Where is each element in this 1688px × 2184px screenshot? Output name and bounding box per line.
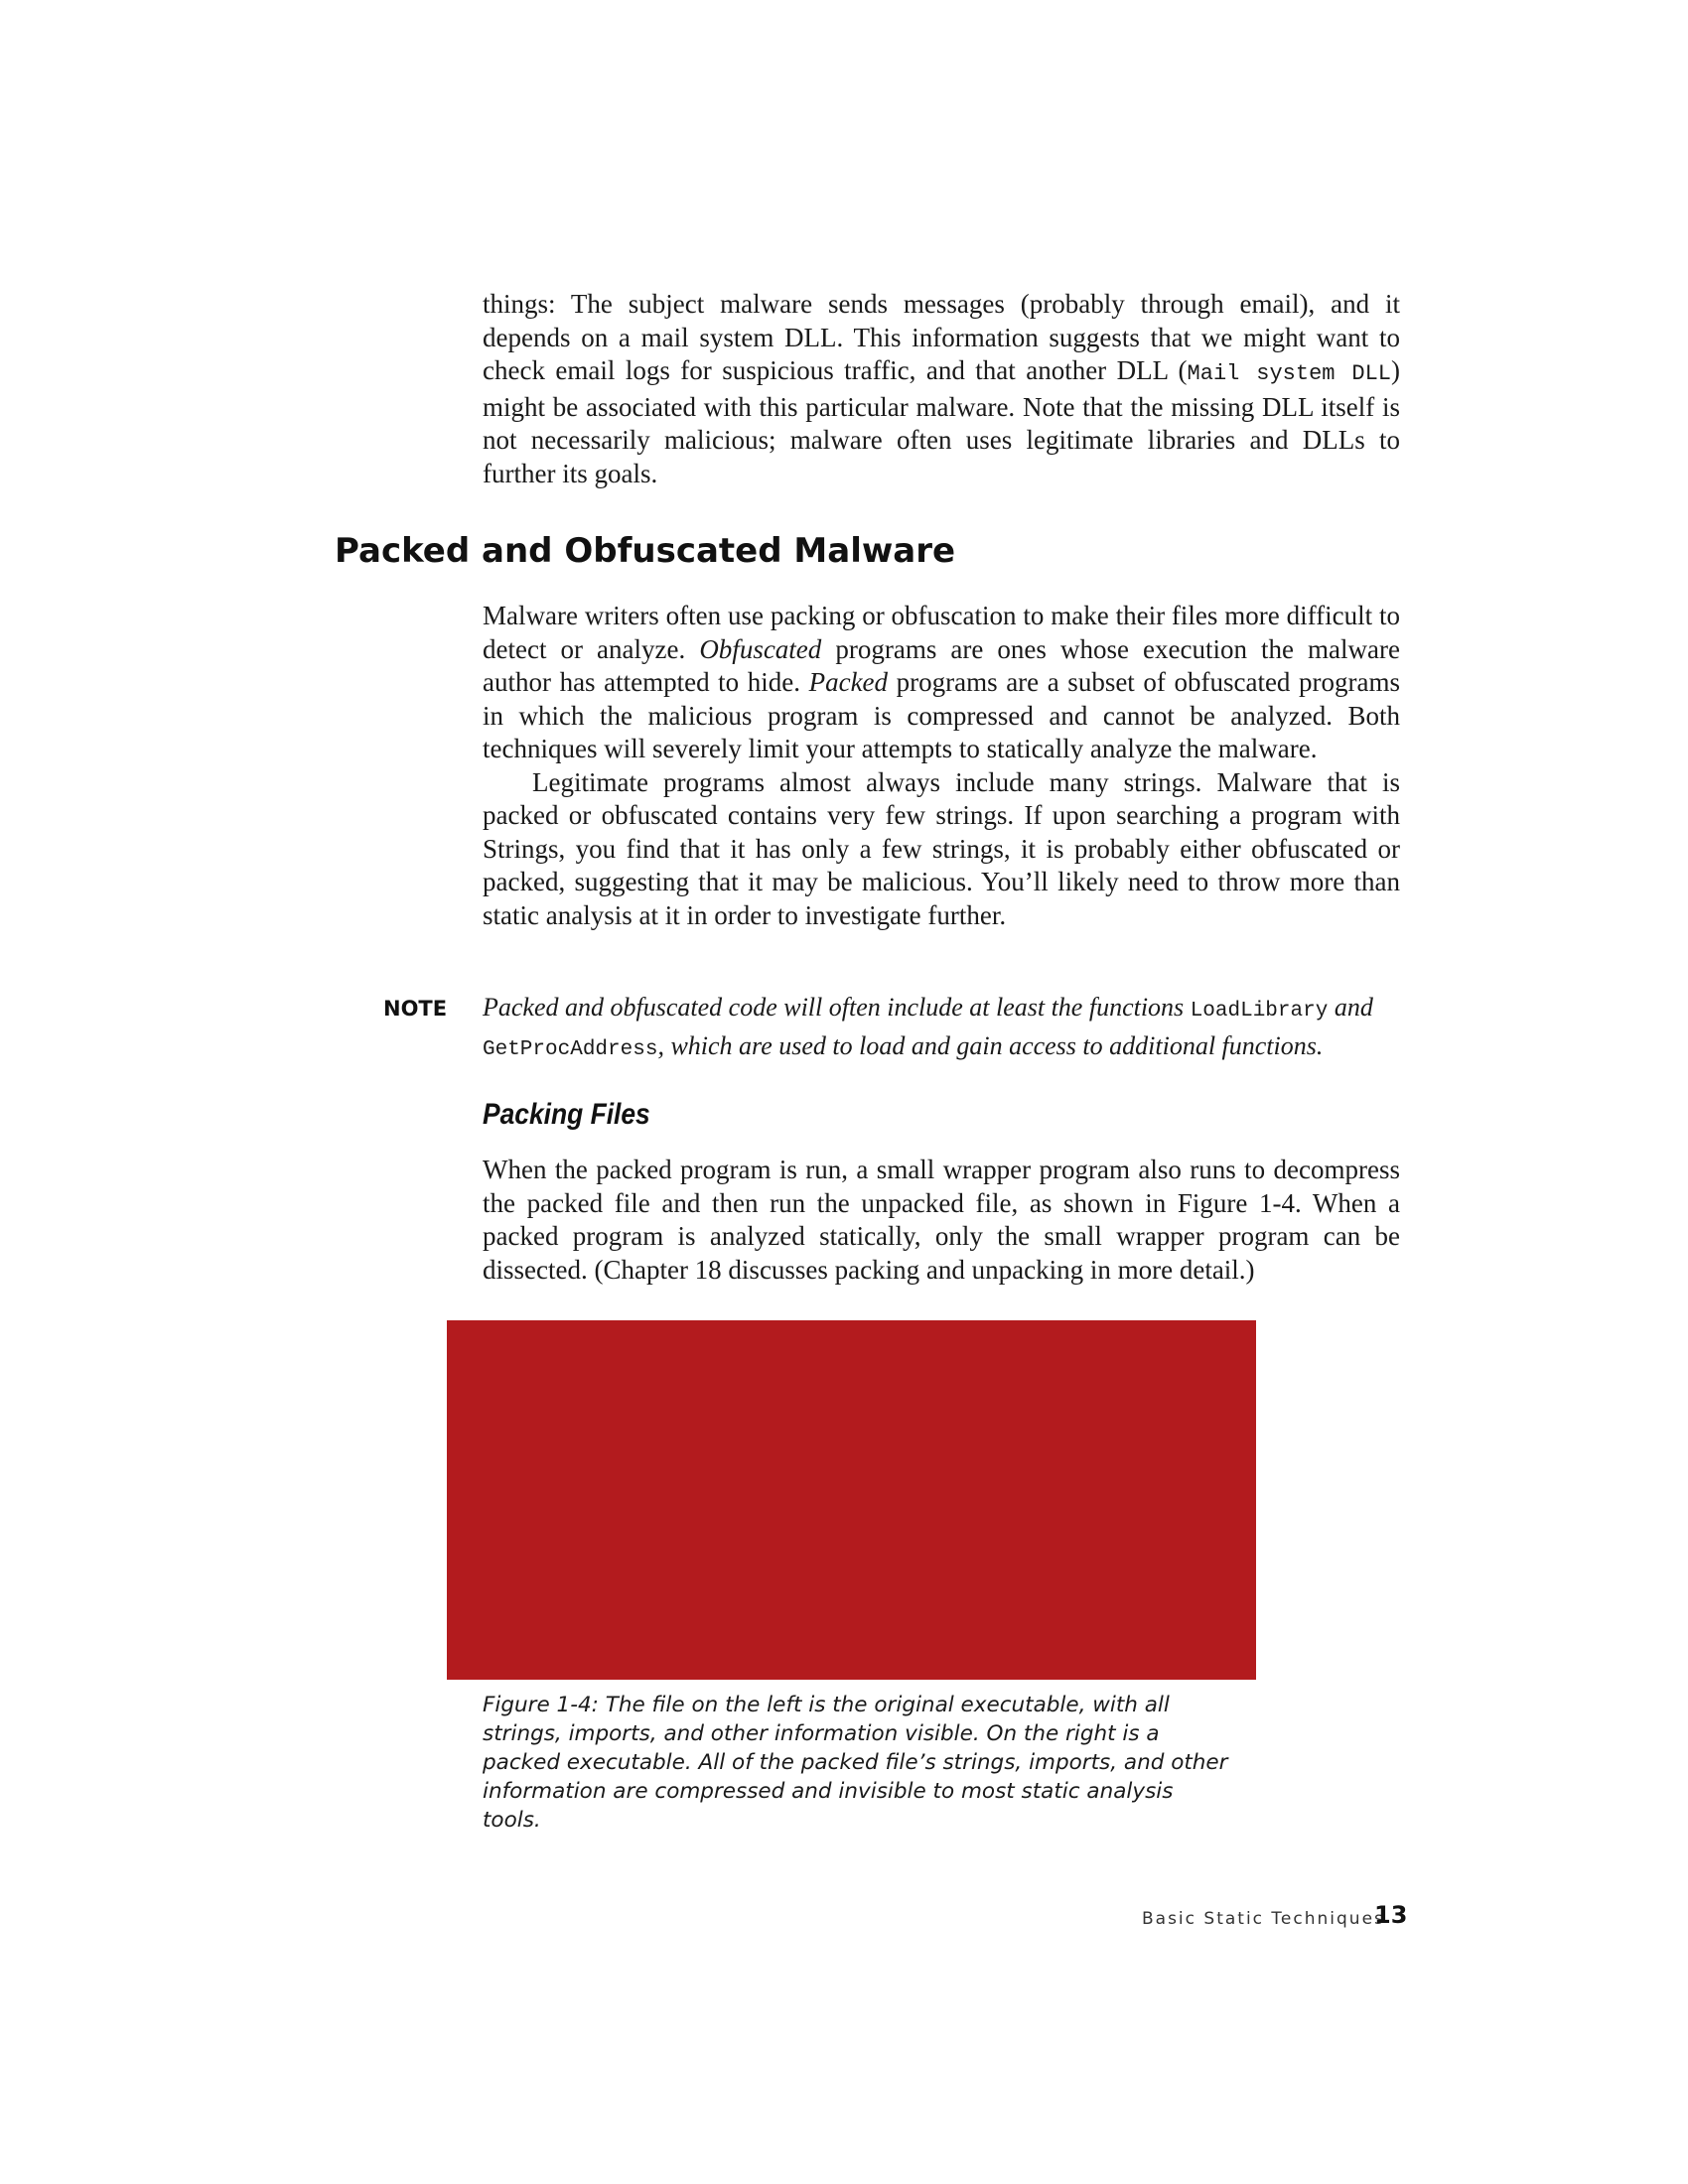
subsection-heading: Packing Files [483,1098,650,1131]
section-p1-text-1: Malware writers often use packing or obfuscation to make their files more difficult to detect or analyze. [483,601,1400,664]
subsection-paragraph-1: When the packed program is run, a small wrapper program also runs to decompress the packed file and then run the unpacked file, as shown in Figure 1-4. When a packed program is analyzed statically, only the small wrapper program can be dissected. (Chapter 18 discusses packing and unpacking in more detail.) [483,1155,1400,1285]
note-label: NOTE [383,997,448,1021]
note-code-getprocaddress: GetProcAddress [483,1038,658,1061]
term-packed: Packed [808,667,889,697]
intro-code-mail-system-dll: Mail system DLL [1187,361,1391,386]
note-code-loadlibrary: LoadLibrary [1190,1000,1329,1023]
intro-text-2: ) might be associated with this particular malware. Note that the missing DLL itself is not necessarily malicious; malware often uses legitimate libraries and DLLs to further its goals. [483,355,1400,488]
note-text-1: Packed and obfuscated code will often include at least the functions [483,993,1191,1022]
section-body [483,600,1400,932]
intro-paragraph [483,288,1400,490]
intro-text-1: things: The subject malware sends messages (probably through email), and it depends on a mail system DLL. This information suggests that we might want to check email logs for suspicious traffic, and that another DLL ( [483,289,1400,385]
figure-caption: Figure 1-4: The file on the left is the original executable, with all strings, imports, and other information visible. On the right is a packed executable. All of the packed file’s strings, imports, and other information are compressed and invisible to most static analysis tools. [483,1693,1228,1833]
page-number: 13 [1374,1901,1408,1929]
note-text-3: , which are used to load and gain access to additional functions. [657,1031,1324,1060]
term-obfuscated: Obfuscated [699,633,822,664]
section-p1-text-3: programs are a subset of obfuscated programs in which the malicious program is compressed and cannot be analyzed. Both techniques will severely limit your attempts to statically analyze the malware. [483,667,1400,763]
note-text [483,990,1400,1067]
section-paragraph-2: Legitimate programs almost always include many strings. Malware that is packed or obfuscated contains very few strings. If upon searching a program with Strings, you find that it has only a few strings, it is probably either obfuscated or packed, suggesting that it may be malicious. You’ll likely need to throw more than static analysis at it in order to investigate further. [483,766,1400,930]
figure-1-4-image [447,1320,1256,1680]
subsection-body [483,1154,1400,1287]
note-text-2: and [1328,993,1373,1022]
running-footer-title: Basic Static Techniques [1142,1909,1385,1929]
section-heading: Packed and Obfuscated Malware [335,531,956,571]
section-p1-text-2: programs are ones whose execution the malware author has attempted to hide. [483,633,1400,697]
section-paragraph-1 [483,600,1400,766]
